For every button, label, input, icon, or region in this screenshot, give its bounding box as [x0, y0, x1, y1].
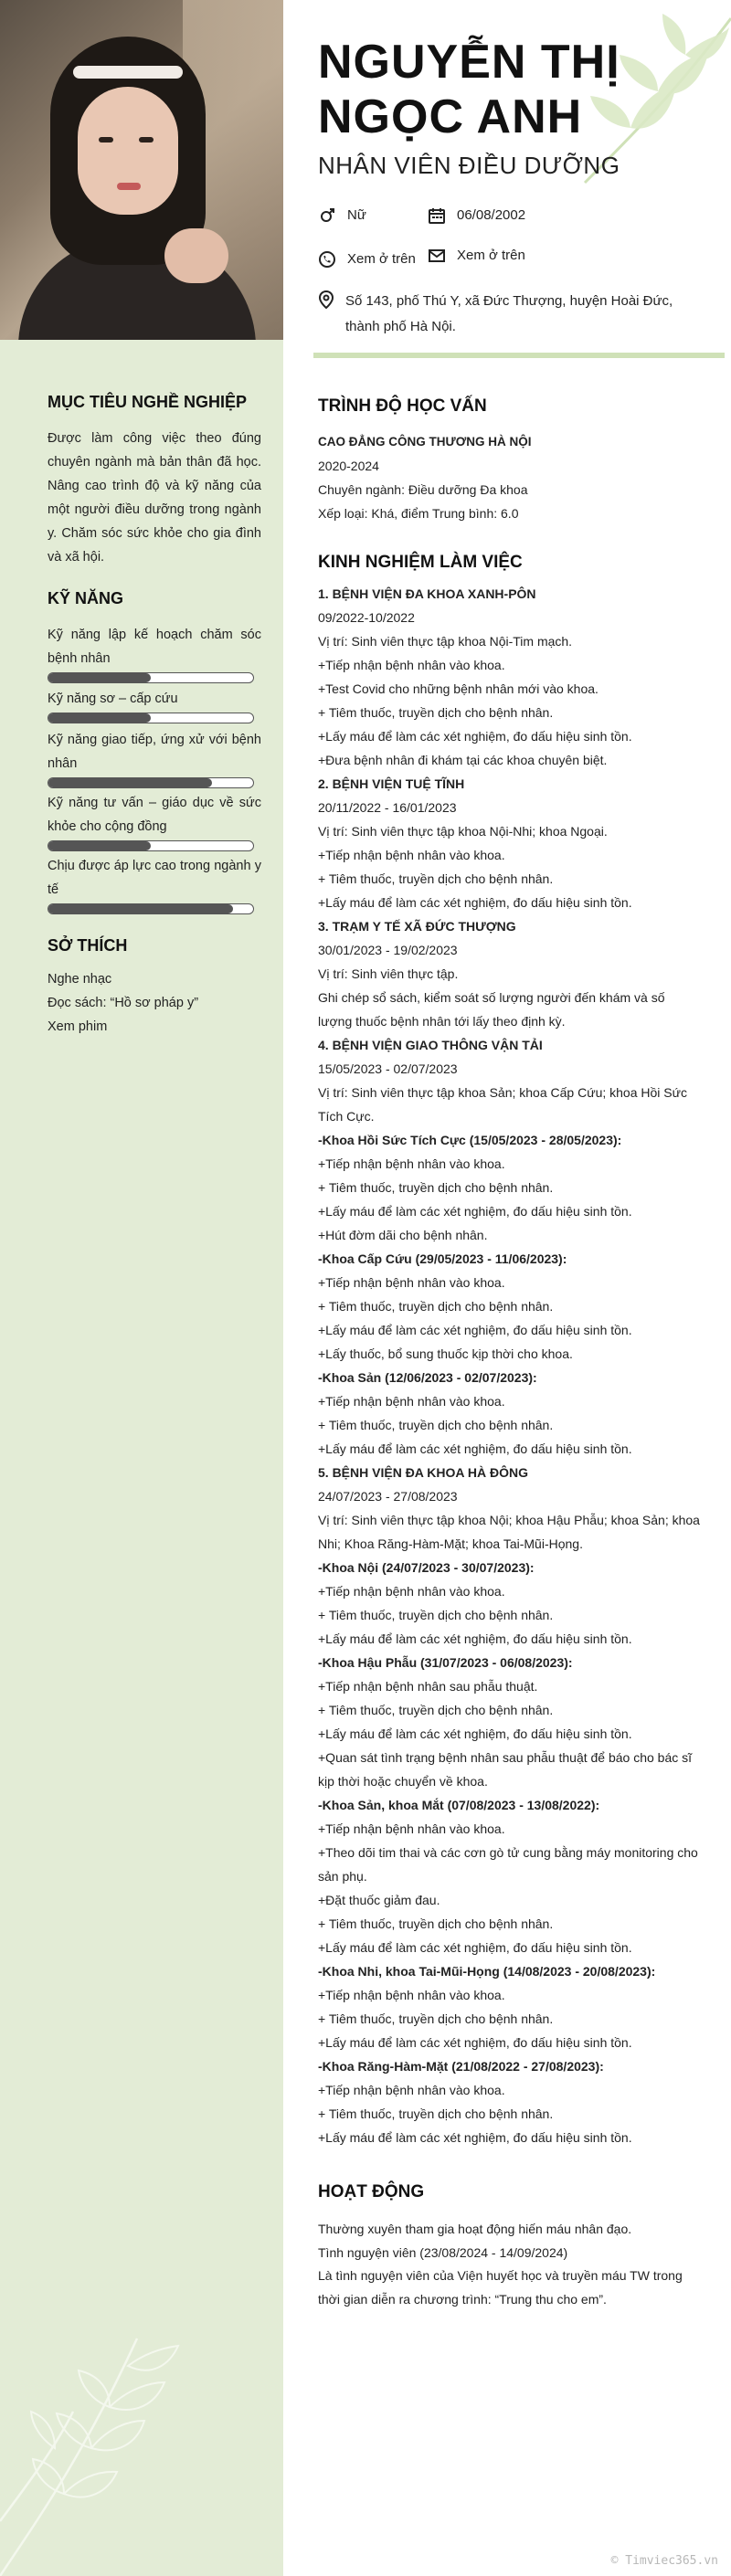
hobby-item: Đọc sách: “Hồ sơ pháp y” — [48, 996, 199, 1010]
experience-subheading: -Khoa Nhi, khoa Tai-Mũi-Họng (14/08/2023 - 20/08/2023): — [318, 1964, 656, 1979]
education-heading: TRÌNH ĐỘ HỌC VẤN — [318, 396, 487, 416]
experience-line: +Test Covid cho những bệnh nhân mới vào khoa. — [318, 681, 599, 696]
education-major: Chuyên ngành: Điều dưỡng Đa khoa — [318, 482, 528, 497]
experience-line: +Tiếp nhận bệnh nhân vào khoa. — [318, 1988, 505, 2002]
experience-line: +Lấy máu để làm các xét nghiệm, đo dấu hiệu sinh tồn. — [318, 729, 632, 744]
activity-item: Tình nguyện viên (23/08/2024 - 14/09/2024) — [318, 2245, 568, 2260]
experience-line: +Tiếp nhận bệnh nhân vào khoa. — [318, 848, 505, 862]
experience-line: 20/11/2022 - 16/01/2023 — [318, 800, 457, 815]
email-info — [428, 245, 525, 267]
experience-subheading: 2. BỆNH VIỆN TUỆ TĨNH — [318, 776, 465, 791]
birthday-info — [428, 205, 525, 227]
email-value: Xem ở trên — [457, 248, 525, 263]
skill-level-fill — [48, 904, 233, 913]
name-line-1: NGUYỄN THỊ — [318, 36, 620, 89]
watermark: © Timviec365.vn — [610, 2554, 718, 2568]
experience-subheading: -Khoa Sản, khoa Mắt (07/08/2023 - 13/08/2022): — [318, 1798, 600, 1812]
skill-level-bar — [48, 840, 254, 851]
skill-level-fill — [48, 713, 151, 723]
job-title: NHÂN VIÊN ĐIỀU DƯỠNG — [318, 152, 620, 179]
experience-line: +Lấy máu để làm các xét nghiệm, đo dấu hiệu sinh tồn. — [318, 1726, 632, 1741]
experience-line: + Tiêm thuốc, truyền dịch cho bệnh nhân. — [318, 1703, 554, 1717]
experience-line: + Tiêm thuốc, truyền dịch cho bệnh nhân. — [318, 1418, 554, 1432]
experience-line: Ghi chép sổ sách, kiểm soát số lượng người đến khám và số lượng thuốc bệnh nhân tới lấy theo định kỳ. — [318, 990, 665, 1029]
experience-line: Vị trí: Sinh viên thực tập khoa Sản; khoa Cấp Cứu; khoa Hồi Sức Tích Cực. — [318, 1085, 687, 1124]
experience-subheading: -Khoa Hậu Phẫu (31/07/2023 - 06/08/2023): — [318, 1655, 573, 1670]
experience-heading: KINH NGHIỆM LÀM VIỆC — [318, 553, 523, 572]
skill-label: Chịu được áp lực cao trong ngành y tế — [48, 859, 261, 897]
experience-line: +Lấy thuốc, bổ sung thuốc kịp thời cho khoa. — [318, 1346, 573, 1361]
experience-subheading: -Khoa Cấp Cứu (29/05/2023 - 11/06/2023): — [318, 1251, 567, 1266]
experience-line: + Tiêm thuốc, truyền dịch cho bệnh nhân. — [318, 1608, 554, 1622]
experience-line: Vị trí: Sinh viên thực tập khoa Nội; khoa Hậu Phẫu; khoa Sản; khoa Nhi; Khoa Răng-Hàm-Mặt; khoa Tai-Mũi-Họng. — [318, 1513, 700, 1551]
skill-item — [48, 687, 261, 723]
skill-level-fill — [48, 841, 151, 850]
experience-line: + Tiêm thuốc, truyền dịch cho bệnh nhân. — [318, 705, 554, 720]
name-line-2: NGỌC ANH — [318, 90, 583, 143]
experience-subheading: -Khoa Nội (24/07/2023 - 30/07/2023): — [318, 1560, 535, 1575]
skill-level-fill — [48, 778, 212, 787]
experience-line: +Tiếp nhận bệnh nhân vào khoa. — [318, 1156, 505, 1171]
gender-value: Nữ — [347, 207, 366, 223]
experience-line: + Tiêm thuốc, truyền dịch cho bệnh nhân. — [318, 871, 554, 886]
header-divider — [313, 353, 725, 358]
experience-subheading: -Khoa Răng-Hàm-Mặt (21/08/2022 - 27/08/2023): — [318, 2059, 604, 2074]
experience-line: +Theo dõi tim thai và các cơn gò tử cung bằng máy monitoring cho sản phụ. — [318, 1845, 698, 1884]
experience-line: +Lấy máu để làm các xét nghiệm, đo dấu hiệu sinh tồn. — [318, 1204, 632, 1219]
experience-line: +Lấy máu để làm các xét nghiệm, đo dấu hiệu sinh tồn. — [318, 1940, 632, 1955]
experience-line: + Tiêm thuốc, truyền dịch cho bệnh nhân. — [318, 1299, 554, 1314]
activity-item: Thường xuyên tham gia hoạt động hiến máu nhân đạo. — [318, 2222, 632, 2236]
address-info — [318, 289, 673, 340]
skill-level-bar — [48, 672, 254, 683]
experience-line: +Tiếp nhận bệnh nhân vào khoa. — [318, 2083, 505, 2097]
profile-photo — [0, 0, 283, 340]
experience-subheading: 1. BỆNH VIỆN ĐA KHOA XANH-PÔN — [318, 586, 536, 601]
skill-level-bar — [48, 713, 254, 723]
experience-line: +Lấy máu để làm các xét nghiệm, đo dấu hiệu sinh tồn. — [318, 1631, 632, 1646]
candidate-name — [318, 35, 702, 144]
experience-line: +Tiếp nhận bệnh nhân vào khoa. — [318, 1584, 505, 1599]
skill-item — [48, 854, 261, 914]
experience-line: +Tiếp nhận bệnh nhân vào khoa. — [318, 658, 505, 672]
gender-info — [318, 205, 366, 227]
experience-line: +Lấy máu để làm các xét nghiệm, đo dấu hiệu sinh tồn. — [318, 1441, 632, 1456]
experience-line: 24/07/2023 - 27/08/2023 — [318, 1489, 458, 1504]
gender-icon — [318, 206, 336, 225]
experience-subheading: 3. TRẠM Y TẾ XÃ ĐỨC THƯỢNG — [318, 919, 516, 934]
experience-line: Vị trí: Sinh viên thực tập khoa Nội-Tim mạch. — [318, 634, 573, 649]
experience-line: +Hút đờm dãi cho bệnh nhân. — [318, 1228, 488, 1242]
experience-line: 15/05/2023 - 02/07/2023 — [318, 1061, 458, 1076]
experience-line: Vị trí: Sinh viên thực tập khoa Nội-Nhi; khoa Ngoại. — [318, 824, 608, 839]
address-line-2: thành phố Hà Nội. — [345, 319, 456, 334]
experience-line: +Lấy máu để làm các xét nghiệm, đo dấu hiệu sinh tồn. — [318, 2130, 632, 2145]
skill-label: Kỹ năng tư vấn – giáo dục về sức khỏe cho cộng đồng — [48, 796, 261, 834]
experience-line: + Tiêm thuốc, truyền dịch cho bệnh nhân. — [318, 1180, 554, 1195]
experience-subheading: -Khoa Sản (12/06/2023 - 02/07/2023): — [318, 1370, 537, 1385]
experience-line: + Tiêm thuốc, truyền dịch cho bệnh nhân. — [318, 1916, 554, 1931]
skill-label: Kỹ năng sơ – cấp cứu — [48, 692, 178, 706]
experience-line: 30/01/2023 - 19/02/2023 — [318, 943, 458, 957]
experience-subheading: 4. BỆNH VIỆN GIAO THÔNG VẬN TẢI — [318, 1038, 543, 1052]
experience-line: Vị trí: Sinh viên thực tập. — [318, 966, 459, 981]
hobbies-heading: SỞ THÍCH — [48, 936, 128, 955]
experience-line: +Quan sát tình trạng bệnh nhân sau phẫu thuật để báo cho bác sĩ kịp thời hoặc chuyển về khoa. — [318, 1750, 693, 1789]
education-grade: Xếp loại: Khá, điểm Trung bình: 6.0 — [318, 506, 519, 521]
skill-item — [48, 728, 261, 788]
experience-line: +Đưa bệnh nhân đi khám tại các khoa chuyên biệt. — [318, 753, 608, 767]
education-years: 2020-2024 — [318, 459, 379, 473]
skill-level-bar — [48, 903, 254, 914]
hobby-item: Nghe nhạc — [48, 972, 112, 987]
experience-subheading: 5. BỆNH VIỆN ĐA KHOA HÀ ĐÔNG — [318, 1465, 528, 1480]
experience-line: + Tiêm thuốc, truyền dịch cho bệnh nhân. — [318, 2011, 554, 2026]
leaf-decoration-bottom-left-icon — [0, 2302, 201, 2576]
birthday-value: 06/08/2002 — [457, 207, 526, 223]
experience-subheading: -Khoa Hồi Sức Tích Cực (15/05/2023 - 28/05/2023): — [318, 1133, 622, 1147]
phone-info — [318, 248, 416, 270]
address-line-1: Số 143, phố Thú Y, xã Đức Thượng, huyện Hoài Đức, — [345, 293, 673, 309]
experience-line: +Lấy máu để làm các xét nghiệm, đo dấu hiệu sinh tồn. — [318, 2035, 632, 2050]
experience-line: +Tiếp nhận bệnh nhân vào khoa. — [318, 1394, 505, 1409]
phone-icon — [318, 250, 336, 269]
experience-line: + Tiêm thuốc, truyền dịch cho bệnh nhân. — [318, 2106, 554, 2121]
skill-item — [48, 791, 261, 851]
objective-text: Được làm công việc theo đúng chuyên ngành mà bản thân đã học. Nâng cao trình độ và kỹ năng của một người điều dưỡng trong ngành y. Chăm sóc sức khỏe cho gia đình và xã hội. — [48, 431, 261, 565]
mail-icon — [428, 247, 446, 265]
experience-line: +Tiếp nhận bệnh nhân vào khoa. — [318, 1275, 505, 1290]
activities-heading: HOẠT ĐỘNG — [318, 2182, 425, 2201]
location-pin-icon — [318, 290, 334, 309]
experience-line: +Tiếp nhận bệnh nhân sau phẫu thuật. — [318, 1679, 538, 1694]
experience-line: +Lấy máu để làm các xét nghiệm, đo dấu hiệu sinh tồn. — [318, 895, 632, 910]
experience-line: +Lấy máu để làm các xét nghiệm, đo dấu hiệu sinh tồn. — [318, 1323, 632, 1337]
skill-label: Kỹ năng giao tiếp, ứng xử với bệnh nhân — [48, 733, 261, 771]
calendar-icon — [428, 206, 446, 225]
skill-level-bar — [48, 777, 254, 788]
experience-line: +Đặt thuốc giảm đau. — [318, 1893, 440, 1907]
skill-label: Kỹ năng lập kế hoạch chăm sóc bệnh nhân — [48, 628, 261, 666]
objective-heading: MỤC TIÊU NGHỀ NGHIỆP — [48, 393, 248, 411]
skills-heading: KỸ NĂNG — [48, 589, 124, 607]
education-school: CAO ĐẲNG CÔNG THƯƠNG HÀ NỘI — [318, 435, 532, 449]
sidebar-background — [0, 0, 283, 2576]
experience-line: 09/2022-10/2022 — [318, 610, 415, 625]
hobby-item: Xem phim — [48, 1019, 108, 1034]
experience-line: +Tiếp nhận bệnh nhân vào khoa. — [318, 1821, 505, 1836]
activity-item: Là tình nguyện viên của Viện huyết học và truyền máu TW trong thời gian diễn ra chương trình: “Trung thu cho em”. — [318, 2268, 683, 2307]
skill-item — [48, 623, 261, 683]
phone-value: Xem ở trên — [347, 251, 416, 267]
skill-level-fill — [48, 673, 151, 682]
